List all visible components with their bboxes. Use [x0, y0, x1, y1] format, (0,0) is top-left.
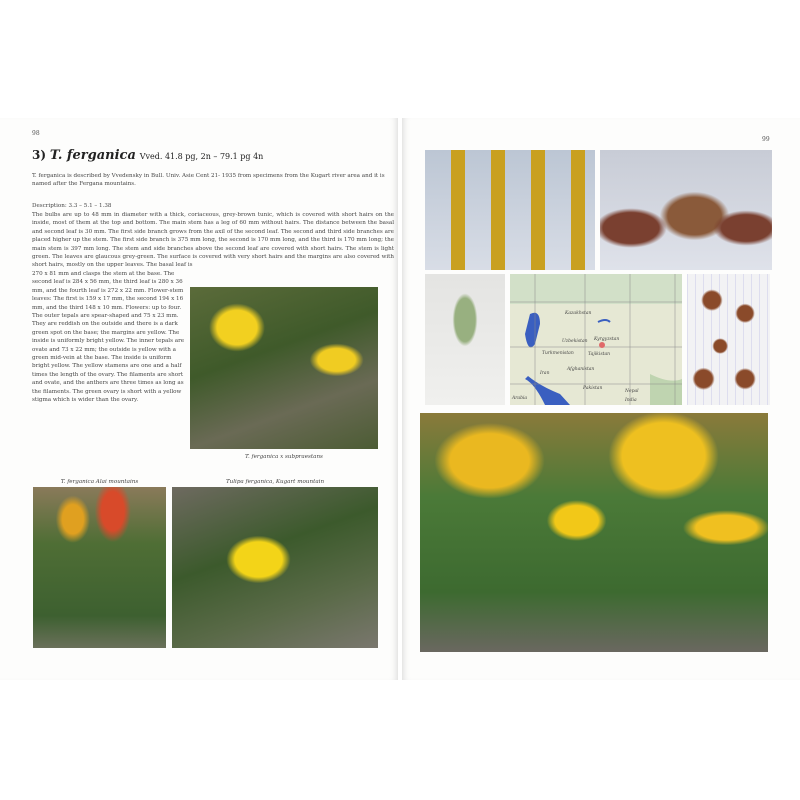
map-label-kazakhstan: Kazakhstan [565, 311, 592, 316]
heading-meta: Vved. 41.8 pg, 2n – 79.1 pg 4n [139, 152, 264, 161]
heading-number: 3) [32, 148, 47, 162]
caption-alai: T. ferganica Alai mountains [60, 479, 139, 485]
species-heading [32, 148, 263, 163]
photo-tulip-field [420, 413, 768, 652]
photo-seeds [687, 274, 770, 405]
map-label-india: India [625, 398, 637, 403]
photo-seed-capsule [425, 274, 505, 405]
page-number-left: 98 [32, 130, 40, 137]
map-label-turkmenistan: Turkmenistan [542, 351, 574, 356]
caption-kugart: Tulipa ferganica, Kugart mountain [225, 479, 325, 485]
page-number-right: 99 [762, 136, 770, 143]
description-column: 270 x 81 mm and clasps the stem at the base. The second leaf is 284 x 56 mm, the third leaf is 280 x 36 mm, and the fourth leaf is 272 x 22 mm. Flower-stem leaves: The first is 159 x 17 mm, the second 194 x 16 mm, and the third 148 x 10 mm. Flowers: up to four. The outer tepals are spear-shaped and 75 x 23 mm. They are reddish on the outside and there is a dark green spot on the base; the margins are yellow. The inside is uniformly bright yellow. The inner tepals are ovate and 73 x 22 mm; the outside is yellow with a green mid-vein at the base. The inside is uniform bright yellow. The yellow stamens are one and a half times the length of the ovary. The filaments are short and ovate, and the anthers are three times as long as the filaments. The green ovary is short with a yellow stigma which is wider than the ovary. [32, 271, 185, 404]
map-label-iran: Iran [540, 371, 550, 376]
description-label: Description: 3.3 – 5.1 – 1.38 [32, 203, 112, 209]
map-label-arabia: Arabia [512, 396, 528, 401]
map-label-uzbekistan: Uzbekistan [562, 339, 588, 344]
map-label-tajikistan: Tajikistan [588, 352, 611, 357]
photo-kugart [172, 487, 378, 648]
map-label-nepal: Nepal [625, 389, 639, 394]
distribution-map [510, 274, 682, 405]
map-label-afghanistan: Afghanistan [567, 367, 595, 372]
intro-text: T. ferganica is described by Vvedensky in Bull. Univ. Asie Cent 21- 1935 from specimens from the Kugart river area and it is named after the Fergana mountains. [32, 173, 385, 188]
caption-hybrid: T. ferganica x subpraestans [245, 454, 323, 460]
map-label-kyrgyzstan: Kyrgyzstan [594, 337, 620, 342]
photo-bulbs [600, 150, 772, 270]
heading-name: T. ferganica [49, 148, 136, 163]
map-label-pakistan: Pakistan [583, 386, 603, 391]
photo-tulip-hybrid [190, 287, 378, 449]
description-body: The bulbs are up to 48 mm in diameter with a thick, coriaceous, grey-brown tunic, which is covered with short hairs on the inside, most of them at the top and bottom. The main stem has a leg of 60 mm without hairs. The distance between the basal and second leaf is 30 mm. The first side branch grows from the axil of the second leaf. The second and third side branches are placed higher up the stem. The first side branch is 375 mm long, the second is 170 mm long, and the third is 170 mm long; the main stem is 397 mm long. The stem and side branches above the second leaf are covered with short hairs. The stem is light green. The leaves are glaucous grey-green. The surface is covered with very short hairs and the margins are also covered with short hairs, mostly on the upper leaves. The basal leaf is [32, 212, 394, 269]
photo-alai [33, 487, 166, 648]
photo-dissected-tepals [425, 150, 595, 270]
